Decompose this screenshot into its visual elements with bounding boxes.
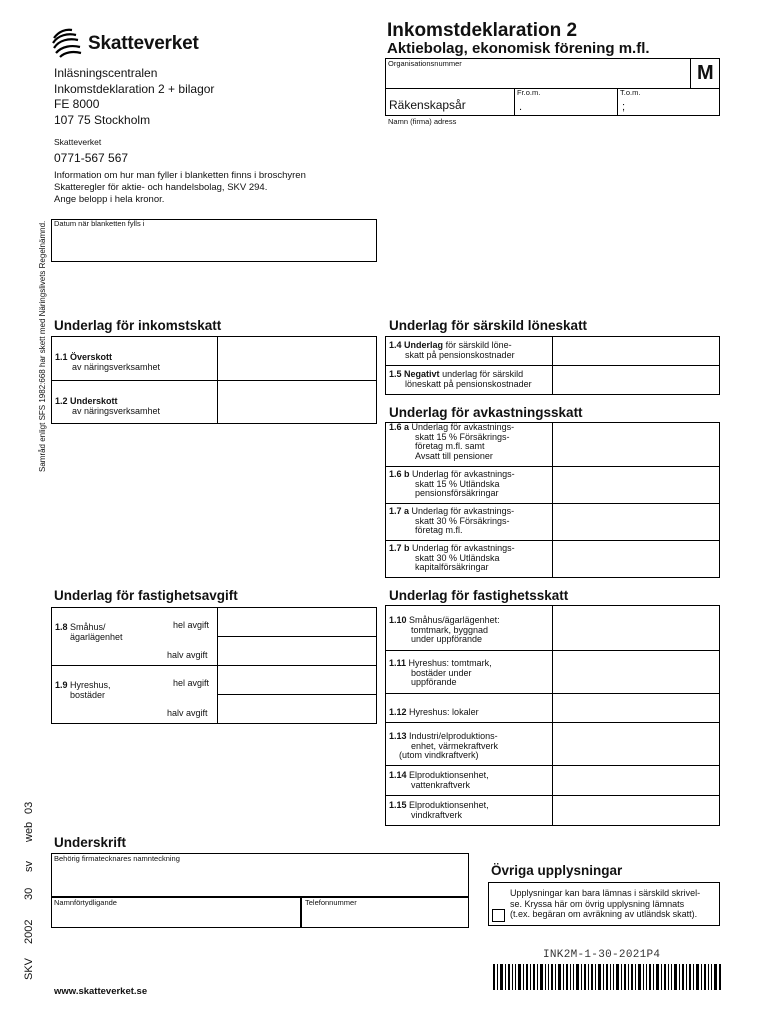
row-line: Hyreshus: tomtmark, — [408, 658, 492, 668]
input-1-5[interactable] — [553, 366, 719, 394]
input-1-7a[interactable] — [553, 504, 719, 540]
signature-label: Behörig firmatecknares namnteckning — [54, 854, 180, 863]
side-skv: SKV — [23, 957, 35, 980]
ovriga-line: (t.ex. begäran om avräkning av utländsk skatt). — [510, 909, 698, 919]
row-code: 1.9 — [55, 680, 68, 690]
barcode-icon — [493, 964, 721, 990]
name-address-input[interactable] — [385, 126, 720, 306]
form-title: Inkomstdeklaration 2 — [387, 20, 578, 41]
to-date-input[interactable] — [618, 98, 720, 116]
hel-avgift-label: hel avgift — [173, 620, 210, 630]
row-1-8-label — [55, 623, 123, 642]
regulatory-note: Samråd enligt SFS 1982:668 har skett med Näringslivets Regelnämnd. — [38, 220, 47, 472]
row-code: 1.15 — [389, 800, 407, 810]
row-code: 1.14 — [389, 770, 407, 780]
row-line: Småhus/ — [70, 622, 106, 632]
side-num: 30 — [23, 887, 35, 900]
row-line: skatt på pensionskostnader — [405, 349, 515, 360]
row-line: Underlag för avkastnings- — [411, 506, 515, 516]
mailing-address — [54, 66, 214, 128]
name-address-label: Namn (firma) adress — [388, 117, 457, 126]
section-title-underskrift: Underskrift — [54, 835, 127, 850]
row-1-10-label — [389, 616, 500, 645]
input-1-4[interactable] — [553, 337, 719, 365]
row-rest: av näringsverksamhet — [72, 361, 161, 372]
form-code: INK2M-1-30-2021P4 — [543, 949, 661, 961]
section-title-ovriga: Övriga upplysningar — [491, 863, 623, 878]
row-line: skatt 30 % Utländska — [415, 552, 500, 563]
row-line: skatt 30 % Försäkrings- — [415, 515, 510, 526]
row-line: tomtmark, byggnad — [411, 624, 489, 635]
row-code: 1.12 — [389, 707, 407, 717]
input-1-1[interactable] — [218, 337, 376, 380]
row-1-4-label — [389, 341, 515, 360]
row-1-15-label — [389, 801, 489, 820]
input-1-13[interactable] — [553, 723, 719, 765]
input-1-8-hel[interactable] — [218, 608, 376, 636]
row-code: 1.8 — [55, 622, 68, 632]
input-1-14[interactable] — [553, 766, 719, 795]
row-code: 1.7 a — [389, 506, 410, 516]
row-1-2-label — [55, 397, 160, 416]
section-title-fastighetsavgift: Underlag för fastighetsavgift — [54, 588, 238, 603]
contact-org: Skatteverket — [54, 137, 102, 147]
row-bold: Negativt — [404, 369, 440, 379]
from-date-input[interactable] — [515, 98, 617, 116]
input-1-6b[interactable] — [553, 467, 719, 503]
row-1-6b-label — [389, 470, 515, 499]
row-1-9-label — [55, 681, 111, 700]
address-line: Inläsningscentralen — [54, 66, 158, 80]
input-1-2[interactable] — [218, 381, 376, 423]
row-line: företag m.fl. samt — [415, 441, 485, 451]
input-1-15[interactable] — [553, 796, 719, 825]
row-code: 1.11 — [389, 658, 407, 668]
row-line: underlag för särskild — [442, 369, 524, 379]
side-year: 2002 — [23, 919, 35, 944]
row-line: under uppförande — [411, 634, 483, 644]
org-number-label: Organisationsnummer — [388, 59, 462, 68]
row-line: Hyreshus, — [70, 680, 111, 690]
row-line: Småhus/ägarlägenhet: — [409, 615, 500, 625]
row-code: 1.7 b — [389, 543, 410, 553]
row-line: vindkraftverk — [411, 809, 463, 820]
halv-avgift-label: halv avgift — [167, 650, 208, 660]
fiscal-year-label: Räkenskapsår — [389, 98, 466, 112]
address-line: Inkomstdeklaration 2 + bilagor — [54, 81, 215, 96]
input-1-12[interactable] — [553, 694, 719, 722]
row-line: Underlag för avkastnings- — [411, 422, 515, 432]
row-line: (utom vindkraftverk) — [399, 750, 479, 760]
row-line: Hyreshus: lokaler — [409, 707, 479, 717]
to-value: ; — [622, 101, 626, 113]
row-code: 1.13 — [389, 731, 407, 741]
row-line: Elproduktionsenhet, — [409, 800, 489, 810]
row-code: 1.2 — [55, 396, 68, 406]
row-line: bostäder under — [411, 667, 472, 678]
info-line: Information om hur man fyller i blanketten finns i broschyren — [54, 170, 306, 181]
website-link[interactable]: www.skatteverket.se — [54, 986, 148, 997]
input-1-7b[interactable] — [553, 541, 719, 577]
input-1-6a[interactable] — [553, 423, 719, 466]
row-code: 1.1 — [55, 352, 68, 362]
row-line: skatt 15 % Försäkrings- — [415, 431, 510, 442]
row-line: vattenkraftverk — [411, 779, 471, 790]
to-label: T.o.m. — [620, 88, 641, 97]
row-line: Industri/elproduktions- — [409, 731, 498, 741]
date-field-label: Datum när blanketten fylls i — [54, 219, 145, 228]
side-edition: 03 — [23, 801, 35, 814]
address-line: FE 8000 — [54, 97, 100, 111]
row-line: Avsatt till pensioner — [415, 450, 493, 461]
input-1-11[interactable] — [553, 651, 719, 693]
row-line: företag m.fl. — [415, 525, 463, 535]
form-letter: M — [697, 62, 714, 84]
row-code: 1.5 — [389, 369, 402, 379]
from-value: . — [519, 101, 523, 113]
section-title-inkomstskatt: Underlag för inkomstskatt — [54, 318, 222, 333]
logo — [50, 26, 230, 58]
row-line: Underlag för avkastnings- — [412, 469, 515, 479]
row-1-1-label — [55, 353, 160, 372]
input-1-9-halv[interactable] — [218, 695, 376, 723]
side-lang: sv — [23, 861, 35, 872]
row-bold: Underlag — [404, 340, 444, 350]
hel-avgift-label: hel avgift — [173, 678, 210, 688]
input-1-8-halv[interactable] — [218, 637, 376, 665]
row-1-6a-label — [389, 423, 514, 461]
row-line: skatt 15 % Utländska — [415, 478, 500, 489]
row-bold: Överskott — [70, 352, 113, 362]
ovriga-line: se. Kryssa här om övrig upplysning lämnats — [510, 898, 685, 909]
row-code: 1.6 a — [389, 422, 410, 432]
form-subtitle: Aktiebolag, ekonomisk förening m.fl. — [387, 40, 650, 57]
row-code: 1.6 b — [389, 469, 410, 479]
phone-label: Telefonnummer — [305, 898, 357, 907]
logo-text: Skatteverket — [88, 33, 199, 54]
row-1-14-label — [389, 771, 489, 790]
skatteverket-logo-icon — [50, 26, 84, 58]
row-line: för särskild löne- — [445, 340, 512, 350]
contact-info — [54, 170, 306, 206]
ovriga-text — [510, 888, 700, 920]
row-line: ägarlägenhet — [70, 631, 123, 642]
ovriga-checkbox[interactable] — [492, 909, 505, 922]
from-label: Fr.o.m. — [517, 88, 541, 97]
input-1-10[interactable] — [553, 606, 719, 650]
row-code: 1.10 — [389, 615, 407, 625]
row-line: Elproduktionsenhet, — [409, 770, 489, 780]
section-title-avkastningsskatt: Underlag för avkastningsskatt — [389, 405, 583, 420]
row-1-7a-label — [389, 507, 514, 536]
row-line: pensionsförsäkringar — [415, 488, 499, 498]
row-line: löneskatt på pensionskostnader — [405, 378, 532, 389]
row-1-12-label — [389, 708, 479, 718]
name-clarification-label: Namnförtydligande — [54, 898, 117, 907]
row-rest: av näringsverksamhet — [72, 405, 161, 416]
side-web: web — [23, 821, 35, 842]
row-1-7b-label — [389, 544, 515, 573]
info-line: Ange belopp i hela kronor. — [54, 194, 165, 205]
row-line: Underlag för avkastnings- — [412, 543, 515, 553]
row-code: 1.4 — [389, 340, 402, 350]
row-1-11-label — [389, 659, 492, 688]
row-line: kapitalförsäkringar — [415, 562, 489, 572]
row-line: bostäder — [70, 689, 106, 700]
ovriga-line: Upplysningar kan bara lämnas i särskild skrivel- — [510, 888, 701, 898]
row-line: enhet, värmekraftverk — [411, 740, 499, 751]
contact-phone: 0771-567 567 — [54, 151, 129, 165]
section-title-fastighetsskatt: Underlag för fastighetsskatt — [389, 588, 569, 603]
section-title-loneskatt: Underlag för särskild löneskatt — [389, 318, 588, 333]
info-line: Skatteregler för aktie- och handelsbolag, SKV 294. — [54, 182, 268, 193]
input-1-9-hel[interactable] — [218, 666, 376, 694]
row-bold: Underskott — [70, 396, 118, 406]
row-line: uppförande — [411, 677, 457, 687]
address-line: 107 75 Stockholm — [54, 112, 151, 127]
row-1-5-label — [389, 370, 532, 389]
row-1-13-label — [389, 732, 498, 761]
halv-avgift-label: halv avgift — [167, 708, 208, 718]
